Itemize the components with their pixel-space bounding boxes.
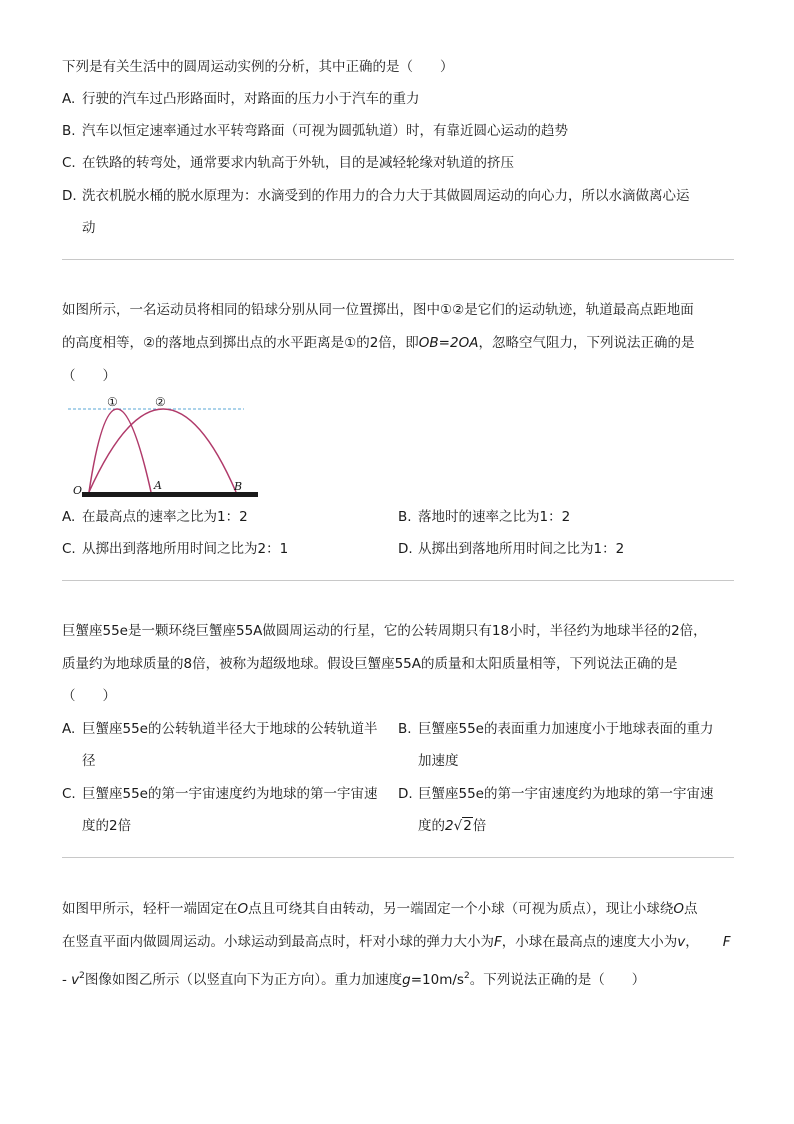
option-key: C. bbox=[62, 786, 76, 802]
option-key: B. bbox=[62, 123, 76, 139]
text: - bbox=[62, 972, 72, 988]
exponent: 2 bbox=[463, 971, 470, 981]
q3-option-a-cont: 径 bbox=[82, 753, 96, 769]
point-b: B bbox=[234, 480, 243, 493]
radical-sign: √ bbox=[453, 818, 463, 834]
q4-stem-line1 bbox=[62, 899, 698, 919]
option-text: 洗衣机脱水桶的脱水原理为：水滴受到的作用力的合力大于其做圆周运动的向心力，所以水滴做离心运 bbox=[82, 188, 690, 204]
option-text: 从掷出到落地所用时间之比为2：1 bbox=[82, 541, 289, 557]
var-v: v bbox=[677, 934, 686, 950]
divider bbox=[62, 857, 734, 858]
point-o: O bbox=[73, 484, 83, 497]
text: ，小球在最高点的速度大小为 bbox=[501, 934, 678, 950]
text: =10m/s bbox=[410, 972, 464, 988]
text: 点且可绕其自由转动，另一端固定一个小球（可视为质点），现让小球绕 bbox=[248, 901, 674, 917]
q1-option-c bbox=[62, 153, 514, 173]
option-text: 巨蟹座55e的公转轨道半径大于地球的公转轨道半 bbox=[82, 721, 378, 737]
option-text: 巨蟹座55e的表面重力加速度小于地球表面的重力 bbox=[418, 721, 714, 737]
option-key: C. bbox=[62, 541, 76, 557]
q2-option-d bbox=[398, 539, 624, 559]
q3-option-b bbox=[398, 719, 713, 739]
radicand: 2 bbox=[463, 818, 472, 834]
option-text: 巨蟹座55e的第一宇宙速度约为地球的第一宇宙速 bbox=[82, 786, 378, 802]
trajectory-1 bbox=[89, 409, 151, 492]
text: 。下列说法正确的是（ ） bbox=[469, 972, 646, 988]
coefficient: 2 bbox=[445, 818, 454, 834]
q2-stem-line3: （ ） bbox=[62, 368, 116, 384]
option-key: A. bbox=[62, 509, 76, 525]
q2-stem-line1: 如图所示，一名运动员将相同的铅球分别从同一位置掷出，图中①②是它们的运动轨迹，轨道最高点距地面 bbox=[62, 302, 694, 318]
q3-option-a bbox=[62, 719, 377, 739]
projectile-figure bbox=[62, 388, 262, 502]
point-a: A bbox=[154, 479, 162, 492]
option-key: A. bbox=[62, 91, 76, 107]
q3-option-d-cont bbox=[398, 816, 486, 836]
q2-option-a bbox=[62, 507, 248, 527]
q2-option-b bbox=[398, 507, 570, 527]
label-2: ② bbox=[155, 395, 166, 409]
q4-stem-line2 bbox=[62, 932, 731, 952]
q3-stem-line1: 巨蟹座55e是一颗环绕巨蟹座55A做圆周运动的行星，它的公转周期只有18小时，半径约为地球半径的2倍， bbox=[62, 623, 707, 639]
option-key: C. bbox=[62, 155, 76, 171]
q1-option-d-cont: 动 bbox=[82, 220, 96, 236]
text: 的高度相等，②的落地点到掷出点的水平距离是①的2倍，即 bbox=[62, 335, 419, 351]
var-g: g bbox=[402, 972, 411, 988]
option-key: D. bbox=[398, 541, 413, 557]
trajectory-2 bbox=[89, 409, 236, 492]
sqrt-expression bbox=[445, 816, 473, 836]
q1-option-a bbox=[62, 89, 420, 109]
q3-option-c bbox=[62, 784, 377, 804]
text: ，忽略空气阻力，下列说法正确的是 bbox=[478, 335, 695, 351]
option-key: D. bbox=[62, 188, 77, 204]
text: 度的 bbox=[418, 818, 445, 834]
q4-stem-line3 bbox=[62, 966, 645, 990]
option-text: 在铁路的转弯处，通常要求内轨高于外轨，目的是减轻轮缘对轨道的挤压 bbox=[82, 155, 514, 171]
text: 点 bbox=[684, 901, 698, 917]
option-text: 落地时的速率之比为1：2 bbox=[418, 509, 571, 525]
q2-option-c bbox=[62, 539, 288, 559]
q3-option-b-cont: 加速度 bbox=[418, 753, 459, 769]
text: 在竖直平面内做圆周运动。小球运动到最高点时，杆对小球的弹力大小为 bbox=[62, 934, 494, 950]
q1-option-d bbox=[62, 186, 690, 206]
q1-option-b bbox=[62, 121, 568, 141]
var-v: v bbox=[71, 972, 80, 988]
ground bbox=[82, 492, 258, 497]
q3-option-c-cont: 度的2倍 bbox=[82, 818, 132, 834]
text: 如图甲所示，轻杆一端固定在 bbox=[62, 901, 238, 917]
option-key: D. bbox=[398, 786, 413, 802]
var-f: F bbox=[722, 934, 731, 950]
option-key: B. bbox=[398, 721, 412, 737]
text: 倍 bbox=[472, 818, 487, 834]
text: 图像如图乙所示（以竖直向下为正方向）。重力加速度 bbox=[84, 972, 403, 988]
exponent: 2 bbox=[79, 971, 85, 981]
text: ， bbox=[685, 934, 699, 950]
q1-stem: 下列是有关生活中的圆周运动实例的分析，其中正确的是（ ） bbox=[62, 59, 454, 75]
divider bbox=[62, 580, 734, 581]
option-text: 巨蟹座55e的第一宇宙速度约为地球的第一宇宙速 bbox=[418, 786, 714, 802]
q3-stem-line3: （ ） bbox=[62, 688, 116, 704]
var-f: F bbox=[494, 934, 502, 950]
divider bbox=[62, 259, 734, 260]
q2-stem-line2 bbox=[62, 333, 694, 353]
var-o: O bbox=[673, 901, 685, 917]
option-text: 行驶的汽车过凸形路面时，对路面的压力小于汽车的重力 bbox=[82, 91, 420, 107]
option-text: 在最高点的速率之比为1：2 bbox=[82, 509, 248, 525]
option-text: 从掷出到落地所用时间之比为1：2 bbox=[418, 541, 625, 557]
label-1: ① bbox=[107, 395, 118, 409]
option-text: 汽车以恒定速率通过水平转弯路面（可视为圆弧轨道）时，有靠近圆心运动的趋势 bbox=[82, 123, 568, 139]
equation: OB=2OA bbox=[418, 335, 479, 351]
option-key: B. bbox=[398, 509, 412, 525]
option-key: A. bbox=[62, 721, 76, 737]
q3-stem-line2: 质量约为地球质量的8倍，被称为超级地球。假设巨蟹座55A的质量和太阳质量相等，下列说法正确的是 bbox=[62, 656, 678, 672]
q3-option-d bbox=[398, 784, 713, 804]
var-o: O bbox=[237, 901, 249, 917]
